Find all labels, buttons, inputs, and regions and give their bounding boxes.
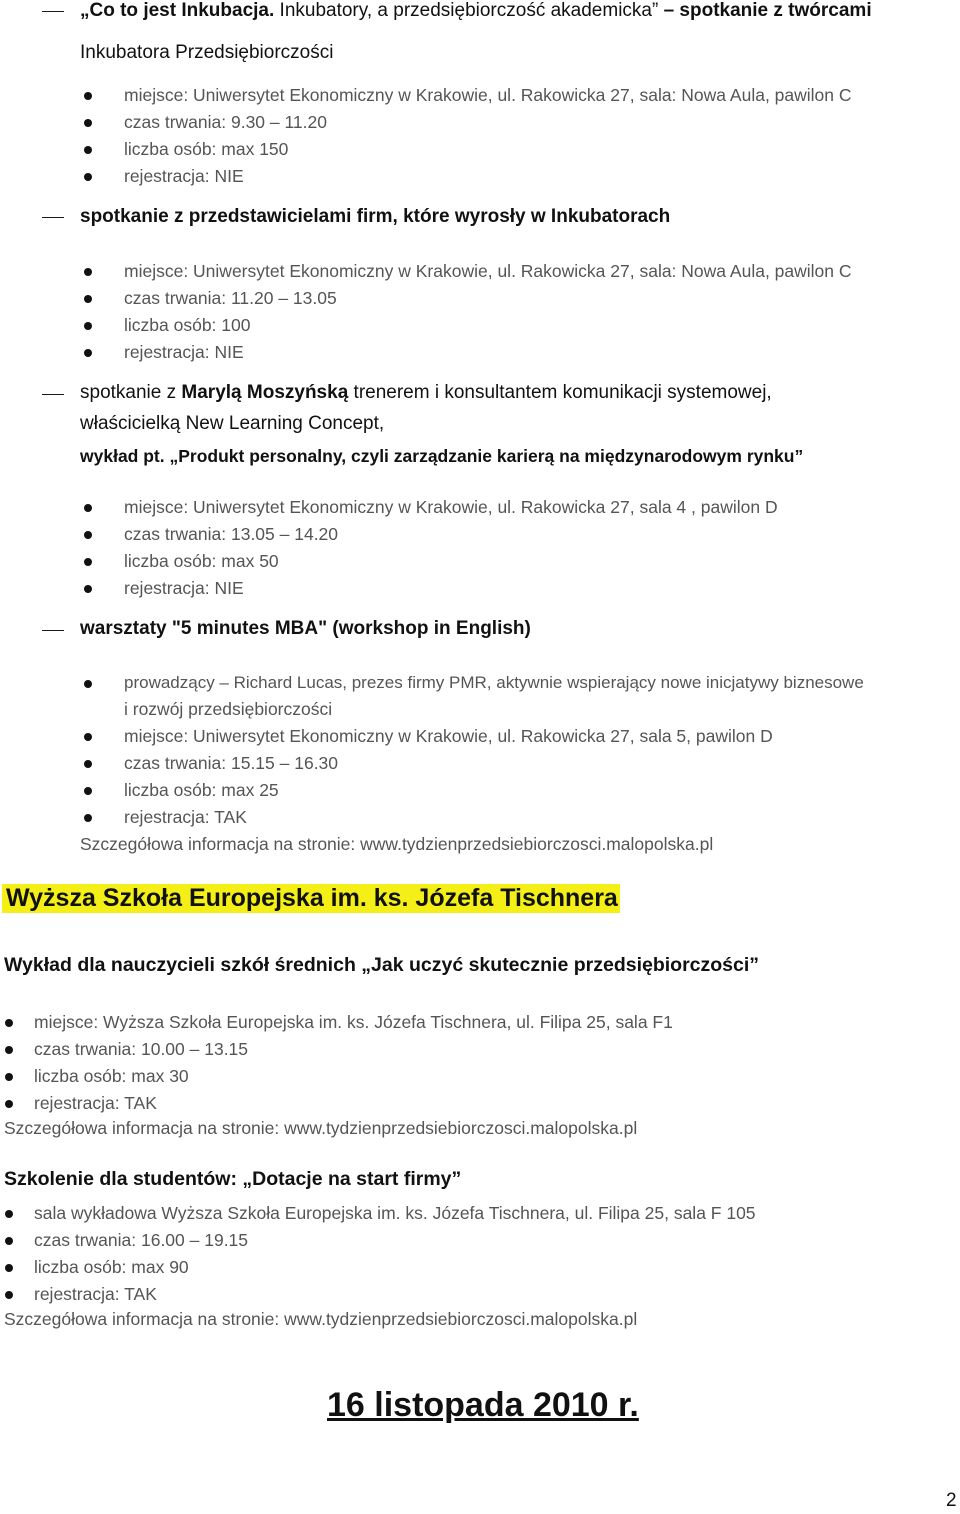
info-line: Szczegółowa informacja na stronie: www.tydzienprzedsiebiorczosci.malopolska.pl: [4, 1309, 638, 1329]
list-item: liczba osób: max 30: [34, 1066, 189, 1086]
list-item: prowadzący – Richard Lucas, prezes firmy PMR, aktywnie wspierający nowe inicjatywy biznesowe: [124, 673, 864, 692]
event-3-title-line2: właścicielką New Learning Concept,: [80, 413, 385, 434]
dash-bullet: [42, 394, 64, 395]
dash-bullet: [42, 630, 64, 631]
list-item: rejestracja: NIE: [124, 166, 244, 186]
bullet-icon: [84, 268, 92, 276]
bullet-icon: [5, 1264, 13, 1272]
dash-bullet: [42, 11, 64, 12]
bullet-icon: [5, 1019, 13, 1027]
event-4-title: warsztaty "5 minutes MBA" (workshop in English): [80, 618, 531, 639]
list-item: czas trwania: 15.15 – 16.30: [124, 753, 339, 773]
bullet-icon: [84, 760, 92, 768]
list-item: czas trwania: 10.00 – 13.15: [34, 1039, 249, 1059]
bullet-icon: [84, 92, 92, 100]
bullet-icon: [5, 1046, 13, 1054]
bullet-icon: [84, 119, 92, 127]
list-item: czas trwania: 16.00 – 19.15: [34, 1230, 249, 1250]
list-item: liczba osób: max 90: [34, 1257, 189, 1277]
list-item: czas trwania: 13.05 – 14.20: [124, 524, 339, 544]
list-item: rejestracja: TAK: [34, 1284, 157, 1304]
list-item: liczba osób: max 150: [124, 139, 289, 159]
list-item: miejsce: Uniwersytet Ekonomiczny w Krakowie, ul. Rakowicka 27, sala 5, pawilon D: [124, 726, 773, 746]
event-1-title: „Co to jest Inkubacja. Inkubatory, a przedsiębiorczość akademicka” – spotkanie z twórcami: [80, 0, 872, 21]
list-item: rejestracja: NIE: [124, 578, 244, 598]
bullet-icon: [84, 558, 92, 566]
bullet-icon: [84, 680, 92, 688]
bullet-icon: [84, 814, 92, 822]
dash-bullet: [42, 217, 64, 218]
bullet-icon: [84, 349, 92, 357]
bullet-icon: [84, 585, 92, 593]
page-number: 2: [946, 1490, 957, 1511]
bullet-icon: [5, 1100, 13, 1108]
list-item: czas trwania: 9.30 – 11.20: [124, 112, 327, 132]
bullet-icon: [5, 1210, 13, 1218]
bullet-icon: [84, 504, 92, 512]
info-line: Szczegółowa informacja na stronie: www.tydzienprzedsiebiorczosci.malopolska.pl: [80, 834, 714, 854]
list-item: sala wykładowa Wyższa Szkoła Europejska im. ks. Józefa Tischnera, ul. Filipa 25, sala F 105: [34, 1203, 756, 1223]
info-line: Szczegółowa informacja na stronie: www.tydzienprzedsiebiorczosci.malopolska.pl: [4, 1118, 638, 1138]
list-item: miejsce: Uniwersytet Ekonomiczny w Krakowie, ul. Rakowicka 27, sala 4 , pawilon D: [124, 497, 778, 517]
event-3-title-line3: wykład pt. „Produkt personalny, czyli zarządzanie karierą na międzynarodowym rynku”: [80, 446, 804, 466]
list-item: czas trwania: 11.20 – 13.05: [124, 288, 337, 308]
bullet-icon: [84, 295, 92, 303]
section-title: Wyższa Szkoła Europejska im. ks. Józefa Tischnera: [2, 884, 620, 913]
event-2-title: spotkanie z przedstawicielami firm, które wyrosły w Inkubatorach: [80, 206, 671, 227]
bullet-icon: [5, 1237, 13, 1245]
bullet-icon: [84, 322, 92, 330]
list-item: miejsce: Uniwersytet Ekonomiczny w Krakowie, ul. Rakowicka 27, sala: Nowa Aula, pawilon C: [124, 261, 852, 281]
date-heading: 16 listopada 2010 r.: [327, 1386, 639, 1424]
list-item: miejsce: Wyższa Szkoła Europejska im. ks. Józefa Tischnera, ul. Filipa 25, sala F1: [34, 1012, 673, 1032]
bullet-icon: [84, 531, 92, 539]
list-item: liczba osób: 100: [124, 315, 251, 335]
event-1-title-line2: Inkubatora Przedsiębiorczości: [80, 42, 334, 63]
bullet-icon: [84, 733, 92, 741]
lecture-1-title: Wykład dla nauczycieli szkół średnich „Jak uczyć skutecznie przedsiębiorczości”: [4, 954, 760, 976]
list-item: rejestracja: NIE: [124, 342, 244, 362]
bullet-icon: [5, 1291, 13, 1299]
bullet-icon: [84, 173, 92, 181]
list-item-continuation: i rozwój przedsiębiorczości: [124, 699, 333, 719]
list-item: miejsce: Uniwersytet Ekonomiczny w Krakowie, ul. Rakowicka 27, sala: Nowa Aula, pawilon C: [124, 85, 852, 105]
bullet-icon: [84, 146, 92, 154]
list-item: rejestracja: TAK: [124, 807, 247, 827]
list-item: rejestracja: TAK: [34, 1093, 157, 1113]
bullet-icon: [84, 787, 92, 795]
event-3-title: spotkanie z Marylą Moszyńską trenerem i konsultantem komunikacji systemowej,: [80, 382, 772, 403]
bullet-icon: [5, 1073, 13, 1081]
lecture-2-title: Szkolenie dla studentów: „Dotacje na start firmy”: [4, 1168, 462, 1190]
list-item: liczba osób: max 50: [124, 551, 279, 571]
list-item: liczba osób: max 25: [124, 780, 279, 800]
